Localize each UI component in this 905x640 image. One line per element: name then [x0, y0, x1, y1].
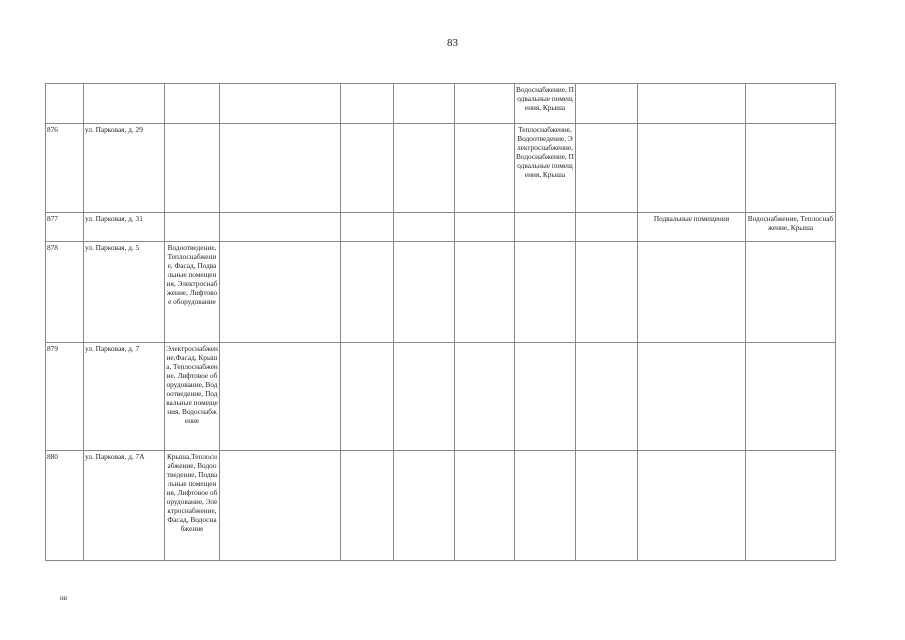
empty-cell [341, 124, 394, 213]
row-systems-col3 [165, 84, 220, 124]
table-row [46, 124, 836, 213]
row-systems-col3: Крыша,Теплоснабжение, Водоотведение, Подвальные помещения, Лифтовое оборудование, Электроснабжение, Фасад, Водоснабжение [165, 451, 220, 561]
empty-cell [576, 213, 638, 242]
row-systems-col10 [638, 84, 746, 124]
empty-cell [220, 84, 341, 124]
empty-cell [455, 242, 515, 343]
table-row [46, 84, 836, 124]
row-systems-col11 [746, 343, 836, 451]
row-number: 878 [46, 242, 84, 343]
empty-cell [394, 242, 455, 343]
empty-cell [394, 124, 455, 213]
row-systems-col8 [515, 343, 576, 451]
row-address: ул. Парковая, д. 7 [84, 343, 165, 451]
empty-cell [220, 124, 341, 213]
repair-schedule-table [45, 83, 836, 561]
row-number: 879 [46, 343, 84, 451]
empty-cell [394, 343, 455, 451]
row-systems-col10 [638, 124, 746, 213]
empty-cell [341, 451, 394, 561]
empty-cell [220, 242, 341, 343]
empty-cell [455, 124, 515, 213]
row-number [46, 84, 84, 124]
row-systems-col10 [638, 451, 746, 561]
row-address: ул. Парковая, д. 29 [84, 124, 165, 213]
empty-cell [576, 84, 638, 124]
empty-cell [220, 451, 341, 561]
empty-cell [576, 451, 638, 561]
row-systems-col8 [515, 451, 576, 561]
empty-cell [220, 213, 341, 242]
empty-cell [220, 343, 341, 451]
row-number: 880 [46, 451, 84, 561]
empty-cell [455, 343, 515, 451]
footer-mark: нв [60, 594, 68, 602]
empty-cell [455, 213, 515, 242]
table-row [46, 343, 836, 451]
row-systems-col3 [165, 213, 220, 242]
table-row [46, 451, 836, 561]
row-address: ул. Парковая, д. 5 [84, 242, 165, 343]
empty-cell [455, 451, 515, 561]
row-systems-col8: Водоснабжение, Подвальные помещения, Крыша [515, 84, 576, 124]
empty-cell [341, 213, 394, 242]
empty-cell [576, 242, 638, 343]
table-row [46, 242, 836, 343]
row-systems-col11: Водоснабжение, Теплоснабжение, Крыша [746, 213, 836, 242]
row-number: 876 [46, 124, 84, 213]
empty-cell [455, 84, 515, 124]
row-address [84, 84, 165, 124]
row-number: 877 [46, 213, 84, 242]
empty-cell [394, 451, 455, 561]
row-systems-col11 [746, 124, 836, 213]
row-systems-col10 [638, 343, 746, 451]
row-systems-col3: Электроснабжение,Фасад, Крыша, Теплоснабжение, Лифтовое оборудование, Водоотведение, Подвальные помещения, Водоснабжение [165, 343, 220, 451]
row-address: ул. Парковая, д. 31 [84, 213, 165, 242]
row-address: ул. Парковая, д. 7А [84, 451, 165, 561]
row-systems-col3: Водоотведение, Теплоснабжение, Фасад, Подвальные помещения, Электроснабжение, Лифтовое оборудование [165, 242, 220, 343]
row-systems-col3 [165, 124, 220, 213]
empty-cell [576, 124, 638, 213]
row-systems-col11 [746, 451, 836, 561]
empty-cell [394, 84, 455, 124]
empty-cell [341, 343, 394, 451]
row-systems-col10: Подвальные помещения [638, 213, 746, 242]
empty-cell [341, 84, 394, 124]
row-systems-col8 [515, 213, 576, 242]
row-systems-col10 [638, 242, 746, 343]
row-systems-col8: Теплоснабжение, Водоотведение, Электроснабжение, Водоснабжение, Подвальные помещения, Крыша [515, 124, 576, 213]
row-systems-col11 [746, 84, 836, 124]
row-systems-col8 [515, 242, 576, 343]
page-number: 83 [447, 37, 458, 49]
empty-cell [576, 343, 638, 451]
row-systems-col11 [746, 242, 836, 343]
table-row [46, 213, 836, 242]
empty-cell [394, 213, 455, 242]
empty-cell [341, 242, 394, 343]
